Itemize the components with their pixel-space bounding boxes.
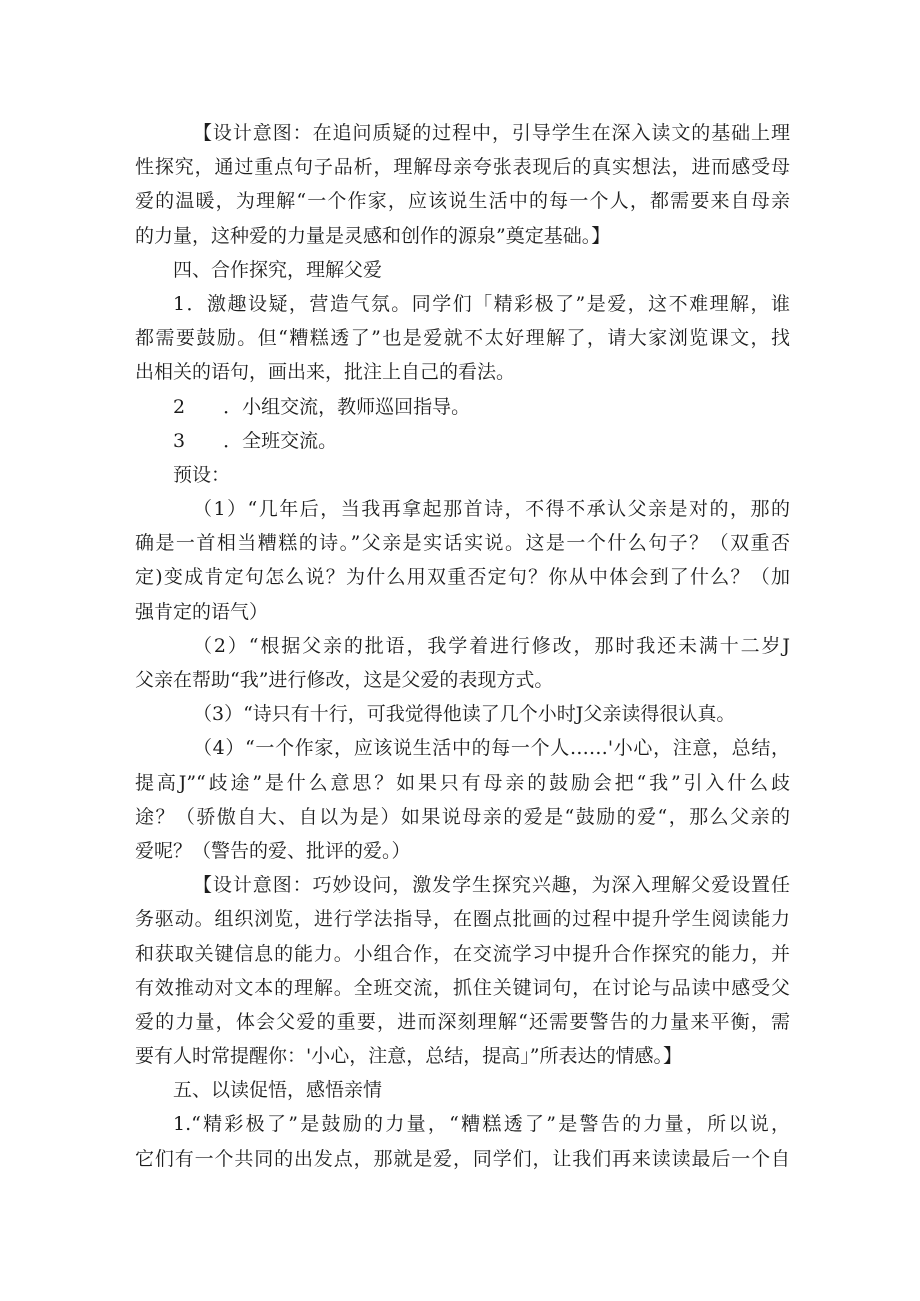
text-line: 都需要鼓励。但“糟糕透了”也是爱就不太好理解了，请大家浏览课文，找 bbox=[135, 327, 790, 350]
section-5-paragraph-1 bbox=[135, 1107, 790, 1175]
text-line: （4）“一个作家，应该说生活中的每一个人……'小心，注意，总结， bbox=[193, 737, 790, 760]
text-line: 爱的力量，体会父爱的重要，进而深刻理解“还需要警告的力量来平衡，需 bbox=[135, 1010, 790, 1033]
text-line: 要有人时常提醒你：'小心，注意，总结，提高」”所表达的情感。】 bbox=[135, 1045, 682, 1068]
text-line: 五、以读促悟，感悟亲情 bbox=[173, 1079, 383, 1102]
text-line: 爱呢？（警告的爱、批评的爱。） bbox=[135, 839, 411, 862]
text-line: 务驱动。组织浏览，进行学法指导，在圈点批画的过程中提升学生阅读能力 bbox=[135, 908, 790, 931]
text-line: 它们有一个共同的出发点，那就是爱，同学们，让我们再来读读最后一个自 bbox=[135, 1147, 790, 1170]
text-line: 预设： bbox=[173, 463, 231, 486]
text-line: 定)变成肯定句怎么说？为什么用双重否定句？你从中体会到了什么？（加 bbox=[135, 566, 790, 589]
text-line: 和获取关键信息的能力。小组合作，在交流学习中提升合作探究的能力，并 bbox=[135, 942, 790, 965]
step-3-paragraph bbox=[135, 424, 790, 458]
text-line: 【设计意图：在追问质疑的过程中，引导学生在深入读文的基础上理 bbox=[193, 122, 790, 144]
preset-label bbox=[135, 458, 790, 492]
text-line: 2 ．小组交流，教师巡回指导。 bbox=[173, 395, 471, 418]
preset-item-4 bbox=[135, 731, 790, 868]
preset-item-2 bbox=[135, 629, 790, 697]
text-line: （2）“根据父亲的批语，我学着进行修改，那时我还未满十二岁J bbox=[193, 634, 790, 657]
text-line: （3）“诗只有十行，可我觉得他读了几个小时J父亲读得很认真。 bbox=[193, 703, 736, 726]
step-1-paragraph bbox=[135, 287, 790, 390]
text-line: 提高J”“歧途”是什么意思？如果只有母亲的鼓励会把“我”引入什么歧 bbox=[135, 771, 790, 794]
text-line: 有效推动对文本的理解。全班交流，抓住关键词句，在讨论与品读中感受父 bbox=[135, 976, 790, 999]
text-line: 强肯定的语气） bbox=[135, 600, 269, 623]
text-line: （1）“几年后，当我再拿起那首诗，不得不承认父亲是对的，那的 bbox=[193, 498, 790, 521]
text-line: 出相关的语句，画出来，批注上自己的看法。 bbox=[135, 361, 516, 384]
text-line: 的力量，这种爱的力量是灵感和创作的源泉”奠定基础。】 bbox=[135, 224, 611, 247]
design-intent-paragraph-2 bbox=[135, 868, 790, 1073]
section-heading-5 bbox=[135, 1073, 790, 1107]
text-line: 确是一首相当糟糕的诗。”父亲是实话实说。这是一个什么句子？（双重否 bbox=[135, 532, 790, 555]
text-line: 3 ．全班交流。 bbox=[173, 429, 338, 452]
text-line: 四、合作探究，理解父爱 bbox=[173, 258, 383, 281]
text-line: 途？（骄傲自大、自以为是）如果说母亲的爱是“鼓励的爱“，那么父亲的 bbox=[135, 805, 790, 828]
design-intent-paragraph-1 bbox=[135, 116, 790, 253]
section-heading-4 bbox=[135, 253, 790, 287]
document-page bbox=[135, 116, 790, 1176]
text-line: 爱的温暖，为理解“一个作家，应该说生活中的每一个人，都需要来自母亲 bbox=[135, 190, 790, 213]
preset-item-3 bbox=[135, 697, 790, 731]
step-2-paragraph bbox=[135, 390, 790, 424]
preset-item-1 bbox=[135, 492, 790, 629]
text-line: 父亲在帮助“我”进行修改，这是父爱的表现方式。 bbox=[135, 669, 554, 691]
text-line: 性探究，通过重点句子品析，理解母亲夸张表现后的真实想法，进而感受母 bbox=[135, 156, 790, 179]
text-line: 1．激趣设疑，营造气氛。同学们「精彩极了”是爱，这不难理解，谁 bbox=[173, 292, 790, 315]
text-line: 【设计意图：巧妙设问，激发学生探究兴趣，为深入理解父爱设置任 bbox=[193, 874, 790, 897]
text-line: 1.“精彩极了”是鼓励的力量，“糟糕透了”是警告的力量，所以说， bbox=[173, 1113, 790, 1136]
